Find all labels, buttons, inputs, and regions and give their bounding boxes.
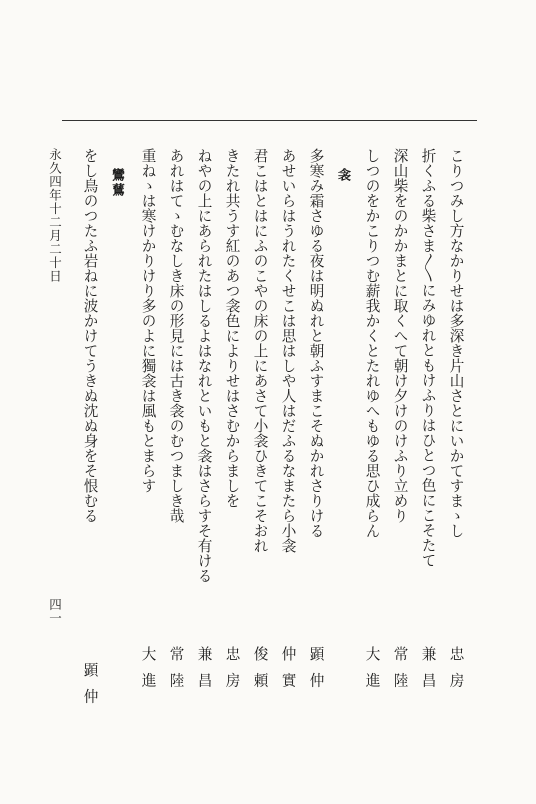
author-name: 俊頼 bbox=[251, 646, 269, 700]
poem-line: をし鳥のつたふ岩ねに波かけてうきぬ沈ぬ身をそ恨むる bbox=[81, 148, 99, 523]
author-name: 忠房 bbox=[447, 646, 465, 700]
author-name: 常陸 bbox=[391, 646, 409, 700]
poem-line: 多寒み霜さゆる夜は明ぬれと朝ふすまこそぬかれさりける bbox=[307, 148, 325, 538]
poem-line: こりつみし方なかりせは多深き片山さとにいかてすまゝし bbox=[447, 148, 465, 538]
poem-line: あれはてゝむなしき床の形見には古き衾のむつましき哉 bbox=[167, 148, 185, 523]
author-name: 仲實 bbox=[279, 646, 297, 700]
section-heading: 衾 bbox=[335, 168, 350, 183]
author-name: 常陸 bbox=[167, 646, 185, 700]
poem-line: ねやの上にあられたはしるよはなれといもと衾はさらすそ有ける bbox=[195, 148, 213, 583]
author-name: 兼昌 bbox=[195, 646, 213, 700]
page-number: 四一 bbox=[47, 598, 63, 625]
poem-line: しつのをかこりつむ薪我かくとたれゆへもゆる思ひ成らん bbox=[363, 148, 381, 538]
date-line: 永久四年十二月二十日 bbox=[47, 148, 63, 283]
poem-line: 深山柴をのかかまとに取くへて朝け夕けのけふり立めり bbox=[391, 148, 409, 523]
author-name: 顕仲 bbox=[307, 646, 325, 700]
section-heading: 鸞鶿 bbox=[109, 168, 124, 198]
author-name: 忠房 bbox=[223, 646, 241, 700]
author-name: 大進 bbox=[363, 646, 381, 700]
author-name: 大進 bbox=[139, 646, 157, 700]
poem-line: きたれ共うす紅のあつ衾色によりせはさむからましを bbox=[223, 148, 241, 508]
author-name: 顕仲 bbox=[81, 662, 99, 716]
author-name: 兼昌 bbox=[419, 646, 437, 700]
poem-line: 君こはとはにふのこやの床の上にあさて小衾ひきてこそおれ bbox=[251, 148, 269, 553]
poem-line: 重ねゝは寒けかりけり多のよに獨衾は風もとまらす bbox=[139, 148, 157, 493]
poem-line: あせいらはうれたくせこは思はしや人はだふるなまたら小衾 bbox=[279, 148, 297, 553]
header-rule bbox=[62, 120, 477, 121]
poem-line: 折くふる柴さま〳〵にみゆれともけふりはひとつ色にこそたて bbox=[419, 148, 437, 568]
